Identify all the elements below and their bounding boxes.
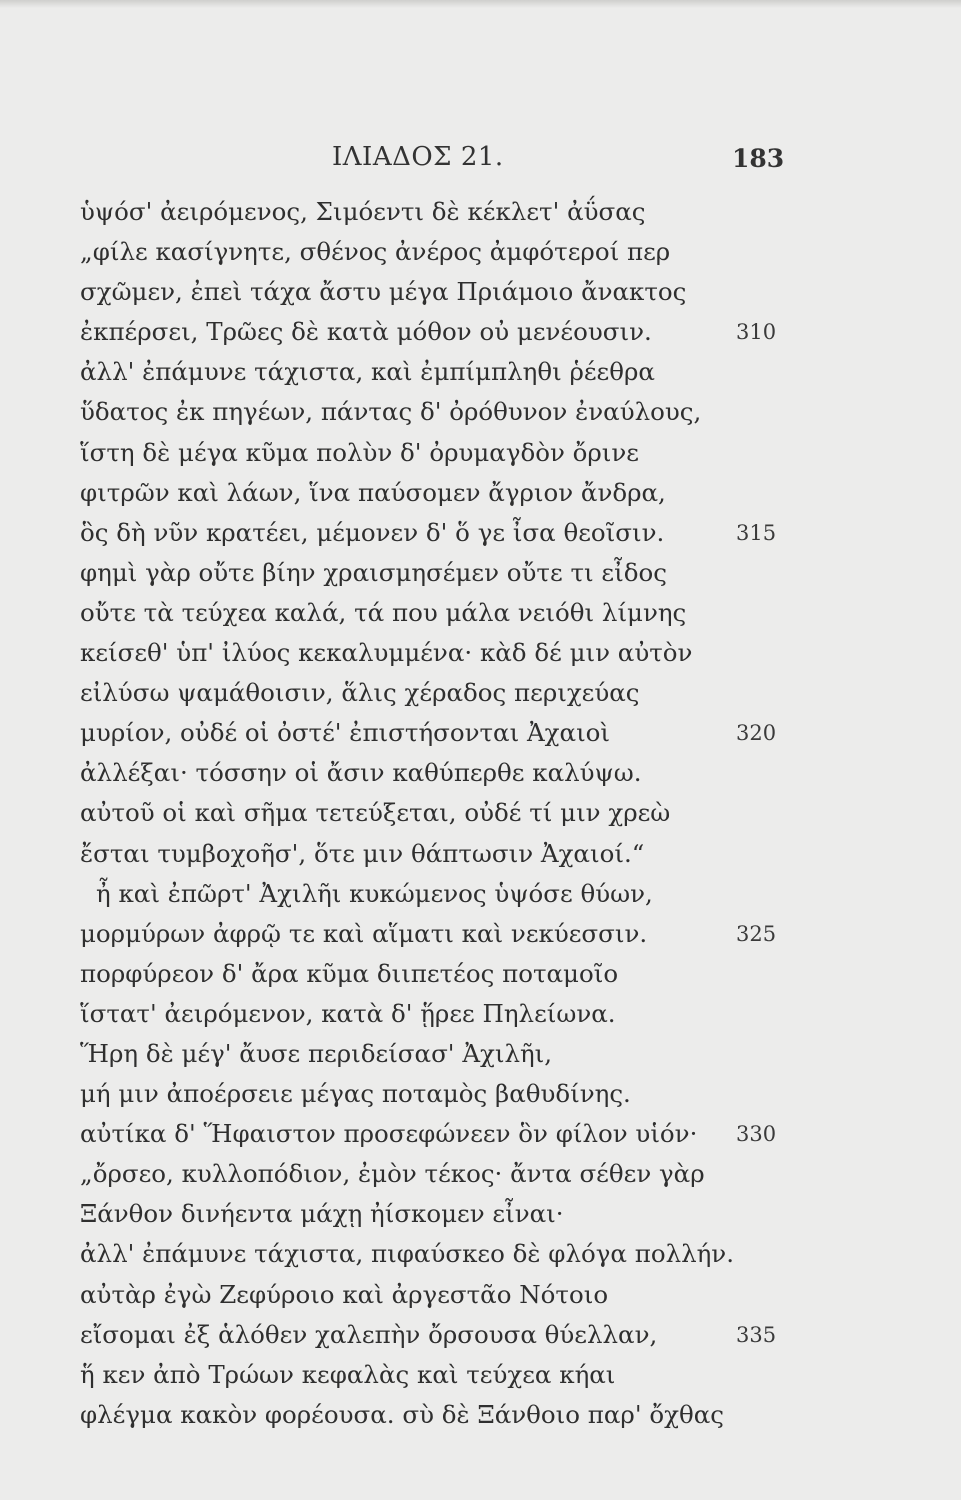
verse-line: [80, 633, 800, 673]
verse-text: φιτρῶν καὶ λάων, ἵνα παύσομεν ἄγριον ἄνδρα,: [80, 477, 666, 507]
page-top-edge: [0, 0, 961, 8]
verse-line: [80, 192, 800, 232]
verse-text: ἀλλ' ἐπάμυνε τάχιστα, καὶ ἐμπίμπληθι ῥέεθρα: [80, 357, 655, 387]
verse-text: πορφύρεον δ' ἄρα κῦμα διιπετέος ποταμοῖο: [80, 958, 619, 988]
verse-text: „ὄρσεο, κυλλοπόδιον, ἐμὸν τέκος· ἄντα σέθεν γὰρ: [80, 1159, 705, 1189]
line-number: 310: [736, 320, 777, 345]
verse-text: εἰλύσω ψαμάθοισιν, ἅλις χέραδος περιχεύας: [80, 678, 640, 708]
line-number: 315: [736, 520, 777, 545]
verse-line: [80, 392, 800, 432]
verse-line: [80, 994, 800, 1034]
verse-line: [80, 1234, 800, 1274]
verse-text: ὕδατος ἐκ πηγέων, πάντας δ' ὀρόθυνον ἐναύλους,: [80, 397, 702, 427]
verse-line: [80, 352, 800, 392]
verse-line: [80, 232, 800, 272]
verse-text: αὐτοῦ οἱ καὶ σῆμα τετεύξεται, οὐδέ τί μιν χρεὼ: [80, 798, 671, 828]
verse-line: [80, 753, 800, 793]
verse-text: „φίλε κασίγνητε, σθένος ἀνέρος ἀμφότεροί περ: [80, 237, 671, 267]
verse-text: αὐτὰρ ἐγὼ Ζεφύροιο καὶ ἀργεστᾶο Νότοιο: [80, 1279, 609, 1309]
line-number: 335: [736, 1322, 777, 1347]
verse-line: [80, 473, 800, 513]
verse-line: [80, 793, 800, 833]
verse-text: σχῶμεν, ἐπεὶ τάχα ἄστυ μέγα Πριάμοιο ἄνακτος: [80, 277, 687, 307]
verse-text: ὑψόσ' ἀειρόμενος, Σιμόεντι δὲ κέκλετ' ἀΰσας: [80, 197, 646, 226]
verse-line: [80, 1194, 800, 1234]
verse-text: ὃς δὴ νῦν κρατέει, μέμονεν δ' ὅ γε ἶσα θεοῖσιν.: [80, 517, 665, 547]
verse-text: αὐτίκα δ' Ἥφαιστον προσεφώνεεν ὃν φίλον υἱόν·: [80, 1119, 698, 1149]
verse-line: [80, 312, 800, 352]
verse-line: [80, 1154, 800, 1194]
verse-line: [80, 433, 800, 473]
verse-line: [80, 713, 800, 753]
verse-line: [80, 914, 800, 954]
verse-text: ἀλλέξαι· τόσσην οἱ ἄσιν καθύπερθε καλύψω.: [80, 758, 642, 788]
verse-line: [80, 673, 800, 713]
line-number: 325: [736, 921, 777, 946]
verse-line: [80, 1275, 800, 1315]
verse-text: μή μιν ἀποέρσειε μέγας ποταμὸς βαθυδίνης.: [80, 1079, 631, 1109]
verse-line: [80, 1074, 800, 1114]
verse-line: [80, 834, 800, 874]
verse-text: ἔσται τυμβοχοῆσ', ὅτε μιν θάπτωσιν Ἀχαιοί.“: [80, 838, 645, 868]
verse-text: ἵστατ' ἀειρόμενον, κατὰ δ' ᾕρεε Πηλείωνα.: [80, 998, 616, 1028]
verse-line: [80, 1395, 800, 1435]
verse-text: Ξάνθον δινήεντα μάχῃ ἠίσκομεν εἶναι·: [80, 1199, 564, 1229]
page-header: [0, 142, 961, 182]
verse-text: ἐκπέρσει, Τρῶες δὲ κατὰ μόθον οὐ μενέουσιν.: [80, 317, 652, 347]
verse-text: μορμύρων ἀφρῷ τε καὶ αἵματι καὶ νεκύεσσιν.: [80, 918, 648, 948]
verse-text: Ἥρη δὲ μέγ' ἄυσε περιδείσασ' Ἀχιλῆι,: [80, 1038, 553, 1068]
verse-line: [80, 1315, 800, 1355]
verse-text: μυρίον, οὐδέ οἱ ὀστέ' ἐπιστήσονται Ἀχαιοὶ: [80, 718, 611, 748]
verse-line: [80, 954, 800, 994]
verse-text: εἴσομαι ἐξ ἁλόθεν χαλεπὴν ὄρσουσα θύελλαν,: [80, 1319, 658, 1349]
verse-text: ἵστη δὲ μέγα κῦμα πολὺν δ' ὀρυμαγδὸν ὄρινε: [80, 437, 640, 467]
verse-line: [80, 553, 800, 593]
verse-text: ἥ κεν ἀπὸ Τρώων κεφαλὰς καὶ τεύχεα κήαι: [80, 1359, 616, 1389]
page-number: 183: [732, 144, 785, 173]
verse-line: [80, 272, 800, 312]
verse-text: κείσεθ' ὑπ' ἰλύος κεκαλυμμένα· κὰδ δέ μιν αὐτὸν: [80, 638, 693, 668]
verse-text: ἦ καὶ ἐπῶρτ' Ἀχιλῆι κυκώμενος ὑψόσε θύων,: [96, 878, 653, 908]
verse-text: φλέγμα κακὸν φορέουσα. σὺ δὲ Ξάνθοιο παρ' ὄχθας: [80, 1399, 724, 1429]
verse-line: [80, 874, 800, 914]
running-title: ΙΛΙΑΔΟΣ 21.: [332, 142, 504, 172]
verse-line: [80, 513, 800, 553]
verse-text: οὔτε τὰ τεύχεα καλά, τά που μάλα νειόθι λίμνης: [80, 597, 687, 627]
verse-line: [80, 1034, 800, 1074]
line-number: 330: [736, 1122, 777, 1147]
verse-line: [80, 1355, 800, 1395]
verse-text: φημὶ γὰρ οὔτε βίην χραισμησέμεν οὔτε τι εἶδος: [80, 557, 667, 587]
verse-text: ἀλλ' ἐπάμυνε τάχιστα, πιφαύσκεο δὲ φλόγα πολλήν.: [80, 1239, 734, 1269]
verse-line: [80, 593, 800, 633]
verse-text-block: [80, 192, 800, 1435]
verse-line: [80, 1114, 800, 1154]
line-number: 320: [736, 721, 777, 746]
